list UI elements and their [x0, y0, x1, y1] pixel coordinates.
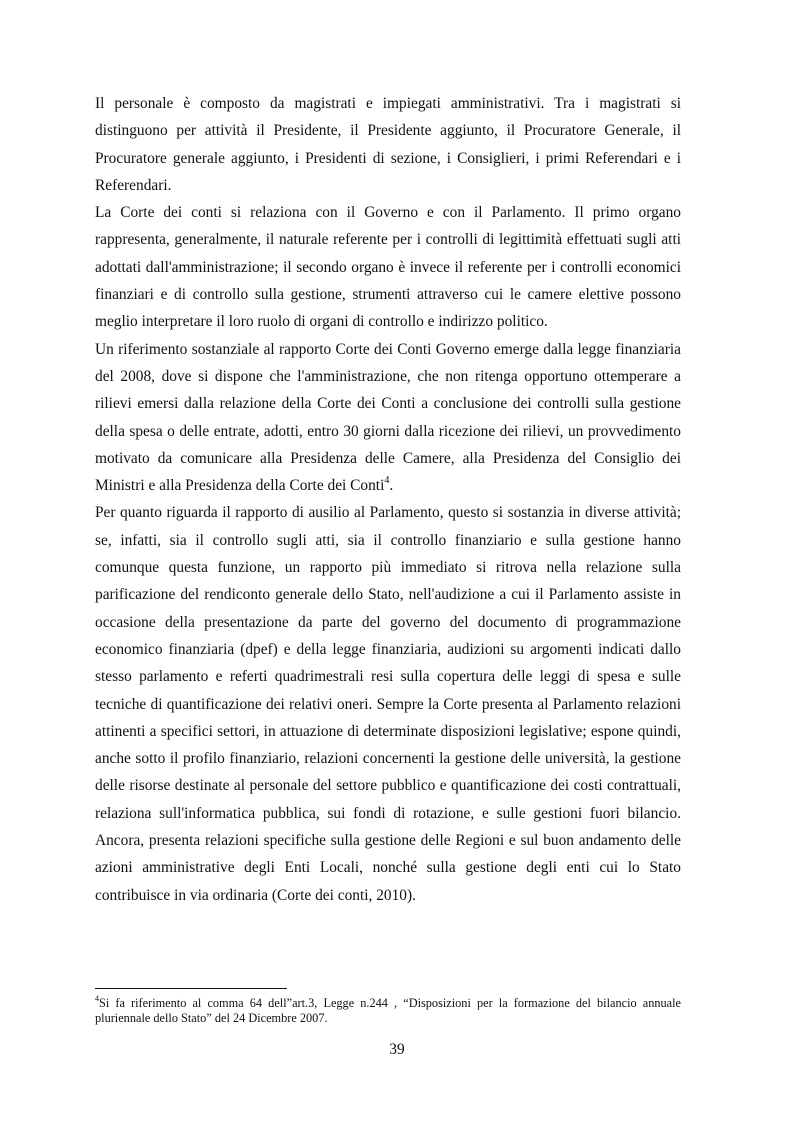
paragraph-personale: Il personale è composto da magistrati e impiegati amministrativi. Tra i magistrati si distinguono per attività il Presidente, il Presidente aggiunto, il Procuratore Generale, il Procuratore generale aggiunto, i Presidenti di sezione, i Consiglieri, i primi Referendari e i Referendari. — [95, 95, 681, 194]
paragraph-ausilio-parlamento: Per quanto riguarda il rapporto di ausilio al Parlamento, questo si sostanzia in diverse attività; se, infatti, sia il controllo sugli atti, sia il controllo finanziario e sulla gestione hanno comunque questa funzione, un rapporto più immediato si ritrova nella relazione sulla parificazione del rendiconto generale dello Stato, nell'audizione a cui il Parlamento assiste in occasione della presentazione da parte del governo del documento di programmazione economico finanziaria (dpef) e della legge finanziaria, audizioni su argomenti indicati dallo stesso parlamento e referti quadrimestrali resi sulla copertura delle leggi di spesa e sulle tecniche di quantificazione dei relativi oneri. Sempre la Corte presenta al Parlamento relazioni attinenti a specifici settori, in attuazione di determinate disposizioni legislative; espone quindi, anche sotto il profilo finanziario, relazioni concernenti la gestione delle università, la gestione delle risorse destinate al personale del settore pubblico e quantificazione dei costi contrattuali, relaziona sull'informatica pubblica, sui fondi di rotazione, e sulle gestioni fuori bilancio. Ancora, presenta relazioni specifiche sulla gestione delle Regioni e sul buon andamento delle azioni amministrative degli Enti Locali, nonché sulla gestione degli enti cui lo Stato contribuisce in via ordinaria (Corte dei conti, 2010). — [95, 504, 681, 904]
paragraph-legge-finanziaria — [95, 336, 681, 500]
paragraph-legge-finanziaria-text: Un riferimento sostanziale al rapporto Corte dei Conti Governo emerge dalla legge finanziaria del 2008, dove si dispone che l'amministrazione, che non ritenga opportuno ottemperare a rilievi emersi dalla relazione della Corte dei Conti a conclusione dei controlli sulla gestione della spesa o delle entrate, adotti, entro 30 giorni dalla ricezione dei rilievi, un provvedimento motivato da comunicare alla Presidenza delle Camere, alla Presidenza del Consiglio dei Ministri e alla Presidenza della Corte dei Conti — [95, 340, 681, 495]
footnote-reference: 4 — [384, 474, 390, 486]
footnote — [95, 993, 681, 1026]
footnote-marker: 4 — [95, 993, 99, 1003]
footnote-text: Si fa riferimento al comma 64 dell”art.3, Legge n.244 , “Disposizioni per la formazione del bilancio annuale pluriennale dello Stato” del 24 Dicembre 2007. — [95, 996, 681, 1025]
footnote-area — [95, 988, 681, 1026]
page-number: 39 — [389, 1041, 405, 1058]
paragraph-legge-finanziaria-tail: . — [389, 477, 394, 495]
document-body — [95, 90, 681, 909]
footnote-divider — [95, 988, 287, 989]
paragraph-relazioni-governo-parlamento: La Corte dei conti si relaziona con il Governo e con il Parlamento. Il primo organo rappresenta, generalmente, il naturale referente per i controlli di legittimità effettuati sugli atti adottati dall'amministrazione; il secondo organo è invece il referente per i controlli economici finanziari e di controllo sulla gestione, strumenti attraverso cui le camere elettive possono meglio interpretare il loro ruolo di organi di controllo e indirizzo politico. — [95, 204, 681, 331]
